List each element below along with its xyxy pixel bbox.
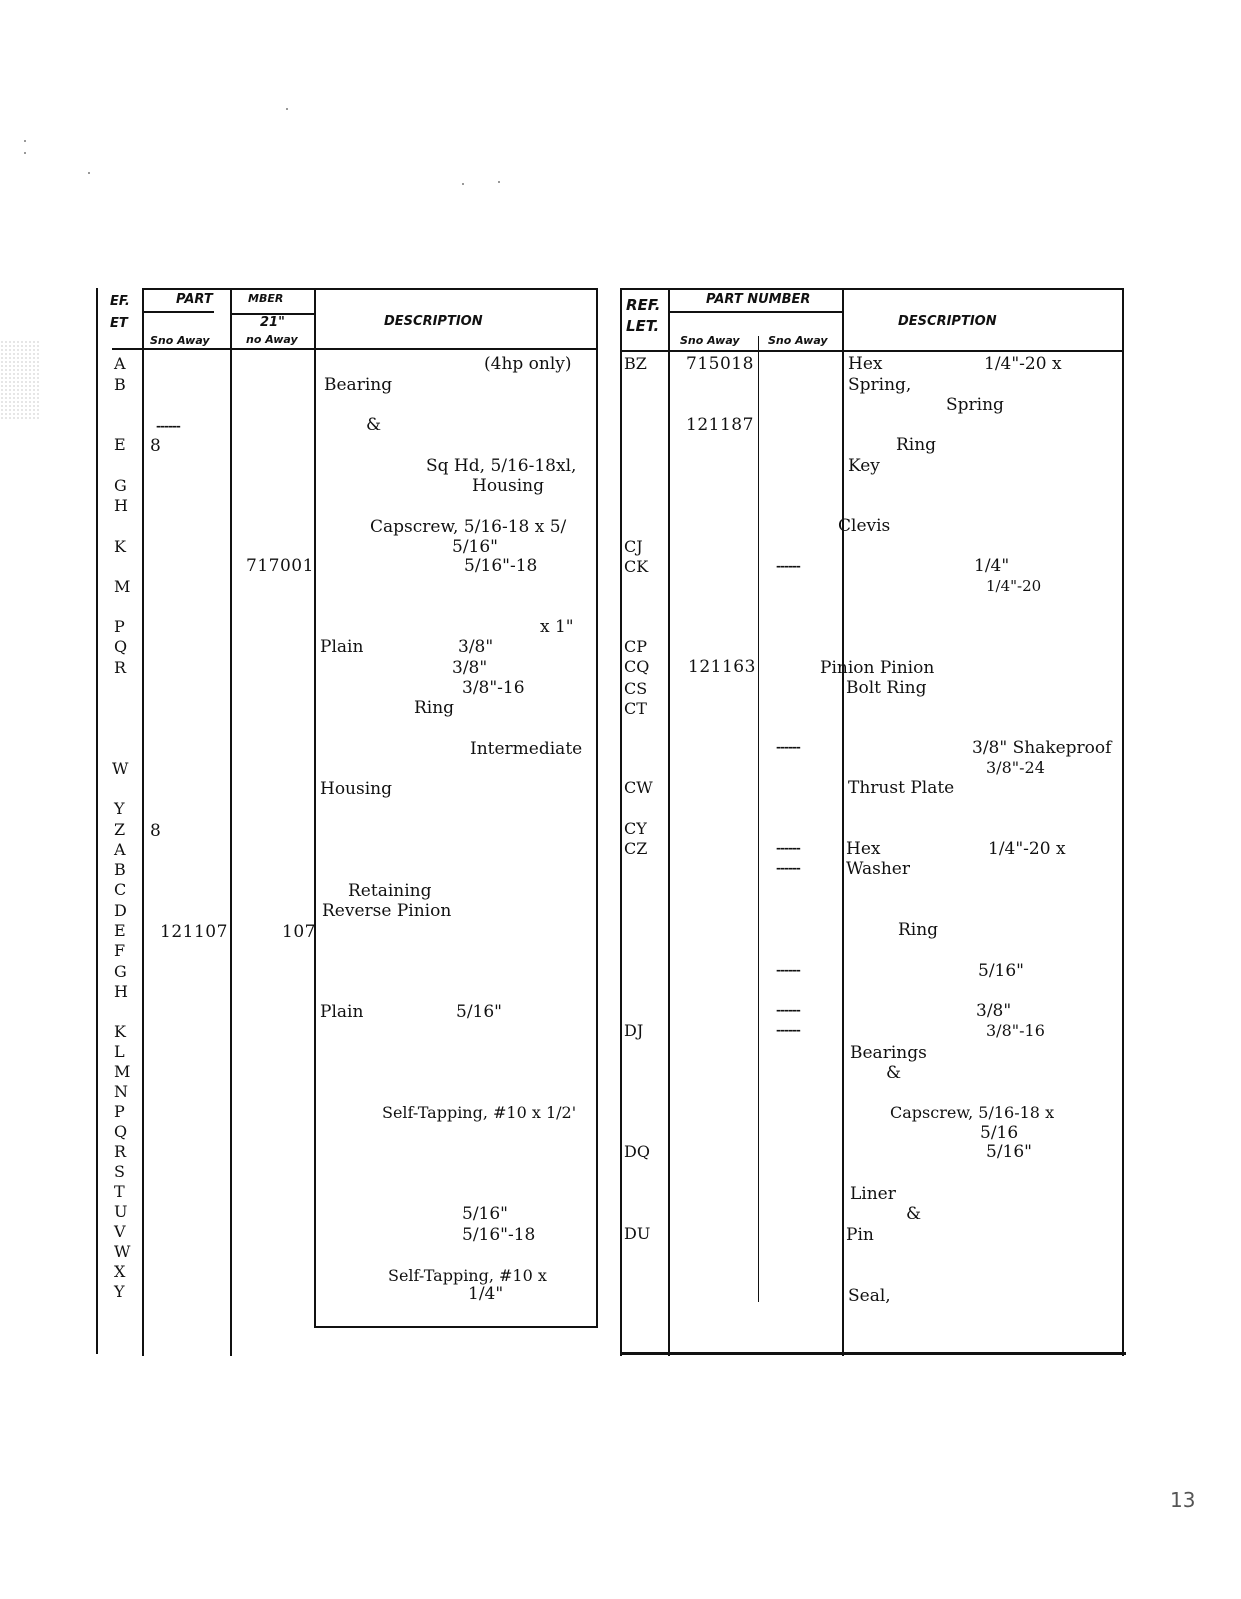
col2-dash: ------: [776, 841, 800, 855]
ref-letter: G: [114, 476, 127, 495]
ref-letter: A: [114, 354, 126, 373]
header-bottom-rule: [620, 350, 1122, 352]
parts-table-right: [624, 288, 1150, 1356]
header-mid-rule: [142, 311, 214, 313]
ref-letter: P: [114, 617, 125, 636]
ref-letter: DU: [624, 1224, 651, 1243]
description: 5/16"-18: [464, 556, 538, 576]
description: 5/16"-18: [462, 1225, 536, 1245]
description: 3/8": [976, 1001, 1012, 1021]
col1-part-number: 715018: [686, 354, 754, 374]
parts-table-left: [112, 288, 610, 1356]
description: Capscrew, 5/16-18 x 5/: [370, 517, 567, 537]
description: &: [886, 1063, 902, 1083]
ref-letter: Z: [114, 820, 126, 839]
column-divider: [668, 288, 670, 1356]
ref-header-line1: EF.: [110, 294, 130, 309]
description: 3/8": [452, 658, 488, 678]
ref-letter: Q: [114, 637, 128, 656]
ref-letter: CQ: [624, 657, 650, 676]
description: Plain: [320, 1002, 364, 1022]
scan-speck: [462, 183, 464, 185]
description: Spring,: [848, 375, 912, 395]
col1-dash: ------: [156, 419, 180, 433]
table-border: [596, 288, 598, 1328]
description: Intermediate: [470, 739, 583, 759]
col1-value: 8: [150, 821, 161, 841]
scan-speckle: [0, 340, 40, 420]
ref-letter: K: [114, 537, 126, 556]
col1-value: 8: [150, 436, 161, 456]
description: 1/4"-20: [986, 577, 1042, 595]
ref-letter: K: [114, 1022, 126, 1041]
ref-letter: T: [114, 1182, 125, 1201]
description: Hex: [846, 839, 881, 859]
description: Clevis: [838, 516, 891, 536]
column-divider: [142, 288, 144, 1356]
table-border: [1122, 288, 1124, 1356]
ref-letter: B: [114, 375, 126, 394]
description: Ring: [896, 435, 937, 455]
ref-letter: Q: [114, 1122, 128, 1141]
description: 1/4"-20 x: [984, 354, 1062, 374]
table-border: [96, 288, 98, 1354]
ref-letter: A: [114, 840, 126, 859]
ref-letter: CZ: [624, 839, 648, 858]
ref-letter: Y: [114, 799, 125, 818]
ref-letter: Y: [114, 1282, 125, 1301]
description: x 1": [540, 617, 574, 637]
description: Seal,: [848, 1286, 891, 1306]
description: Self-Tapping, #10 x: [388, 1266, 547, 1285]
ref-letter: CS: [624, 679, 648, 698]
description: Sq Hd, 5/16-18xl,: [426, 456, 577, 476]
column-divider: [314, 288, 316, 1328]
description: Liner: [850, 1184, 896, 1204]
ref-header-line1: REF.: [626, 296, 661, 314]
col2-size-header: 21": [260, 315, 285, 330]
description: 5/16": [456, 1002, 502, 1022]
header-top-rule: [142, 288, 596, 290]
description: 5/16": [462, 1204, 508, 1224]
table-bottom-rule: [620, 1352, 1126, 1355]
description: 3/8"-24: [986, 758, 1045, 777]
ref-letter: R: [114, 1142, 127, 1161]
column-divider: [230, 288, 232, 1356]
description: Housing: [472, 476, 545, 496]
col2-subheader: Sno Away: [768, 334, 828, 347]
col2-subheader: no Away: [246, 333, 298, 346]
description: Housing: [320, 779, 393, 799]
description: 3/8"-16: [462, 678, 525, 698]
description-header: DESCRIPTION: [898, 314, 997, 329]
ref-letter: F: [114, 941, 126, 960]
header-bottom-rule: [112, 348, 596, 350]
description: Ring: [414, 698, 455, 718]
ref-letter: W: [112, 759, 129, 778]
ref-letter: U: [114, 1202, 128, 1221]
description: Bolt Ring: [846, 678, 927, 698]
col1-part-number: 121107: [160, 922, 228, 942]
description: 1/4": [468, 1284, 504, 1304]
ref-letter: L: [114, 1042, 125, 1061]
ref-letter: C: [114, 880, 127, 899]
description: Washer: [846, 859, 910, 879]
ref-letter: CT: [624, 699, 647, 718]
col1-subheader: Sno Away: [680, 334, 740, 347]
page-number: 13: [1170, 1488, 1196, 1512]
description: Hex: [848, 354, 883, 374]
description: Thrust Plate: [848, 778, 955, 798]
ref-header-line2: LET.: [626, 317, 660, 335]
part-number-header: PART NUMBER: [706, 292, 811, 307]
col1-subheader: Sno Away: [150, 334, 210, 347]
table-border: [620, 288, 622, 1356]
ref-letter: X: [114, 1262, 126, 1281]
ref-letter: CW: [624, 778, 653, 797]
description: 5/16": [986, 1142, 1032, 1162]
col2-part-number: 107: [282, 922, 316, 942]
description: Ring: [898, 920, 939, 940]
ref-letter: CK: [624, 557, 649, 576]
description: 1/4"-20 x: [988, 839, 1066, 859]
col2-part-number: 717001: [246, 556, 314, 576]
col2-dash: ------: [776, 861, 800, 875]
ref-letter: BZ: [624, 354, 647, 373]
ref-letter: E: [114, 435, 126, 454]
description: Capscrew, 5/16-18 x: [890, 1103, 1055, 1122]
number-header: MBER: [248, 292, 284, 305]
ref-letter: V: [114, 1222, 126, 1241]
scan-speck: [286, 108, 288, 110]
ref-letter: B: [114, 860, 126, 879]
description: 3/8"-16: [986, 1021, 1045, 1040]
ref-letter: H: [114, 982, 128, 1001]
col2-dash: ------: [776, 559, 800, 573]
ref-letter: M: [114, 1062, 131, 1081]
scan-speck: [498, 181, 500, 183]
ref-letter: D: [114, 901, 127, 920]
description: 5/16: [980, 1123, 1019, 1143]
ref-letter: N: [114, 1082, 128, 1101]
ref-letter: R: [114, 658, 127, 677]
col2-dash: ------: [776, 740, 800, 754]
ref-letter: G: [114, 962, 127, 981]
description: &: [906, 1204, 922, 1224]
description: Pinion Pinion: [820, 658, 935, 678]
table-bottom-rule: [314, 1326, 596, 1328]
description: Bearing: [324, 375, 393, 395]
description: &: [366, 415, 382, 435]
column-divider: [842, 288, 844, 1356]
part-header: PART: [176, 292, 213, 307]
description: 3/8": [458, 637, 494, 657]
description: 5/16": [978, 961, 1024, 981]
description: 3/8" Shakeproof: [972, 738, 1112, 758]
description: Key: [848, 456, 880, 476]
description: Retaining: [348, 881, 432, 901]
ref-letter: CP: [624, 637, 648, 656]
header-mid-rule: [668, 311, 842, 313]
description: (4hp only): [484, 354, 572, 374]
ref-letter: S: [114, 1162, 125, 1181]
ref-letter: DJ: [624, 1021, 644, 1040]
ref-letter: W: [114, 1242, 131, 1261]
description: 5/16": [452, 537, 498, 557]
ref-letter: CY: [624, 819, 647, 838]
description: Plain: [320, 637, 364, 657]
ref-header-line2: ET: [110, 316, 128, 331]
col2-dash: ------: [776, 1003, 800, 1017]
ref-letter: CJ: [624, 537, 643, 556]
column-divider: [758, 336, 759, 1302]
description: Spring: [946, 395, 1004, 415]
scan-speck: [88, 172, 90, 174]
col1-part-number: 121163: [688, 657, 756, 677]
col1-part-number: 121187: [686, 415, 754, 435]
ref-letter: P: [114, 1102, 125, 1121]
ref-letter: E: [114, 921, 126, 940]
description: 1/4": [974, 556, 1010, 576]
header-top-rule: [620, 288, 1122, 290]
scan-speck: [24, 140, 26, 142]
ref-letter: M: [114, 577, 131, 596]
ref-letter: DQ: [624, 1142, 650, 1161]
description-header: DESCRIPTION: [384, 314, 483, 329]
description: Pin: [846, 1225, 874, 1245]
col2-dash: ------: [776, 963, 800, 977]
description: Reverse Pinion: [322, 901, 452, 921]
ref-letter: H: [114, 496, 128, 515]
description: Bearings: [850, 1043, 927, 1063]
description: Self-Tapping, #10 x 1/2': [382, 1103, 577, 1122]
col2-dash: ------: [776, 1023, 800, 1037]
scan-speck: [24, 152, 26, 154]
